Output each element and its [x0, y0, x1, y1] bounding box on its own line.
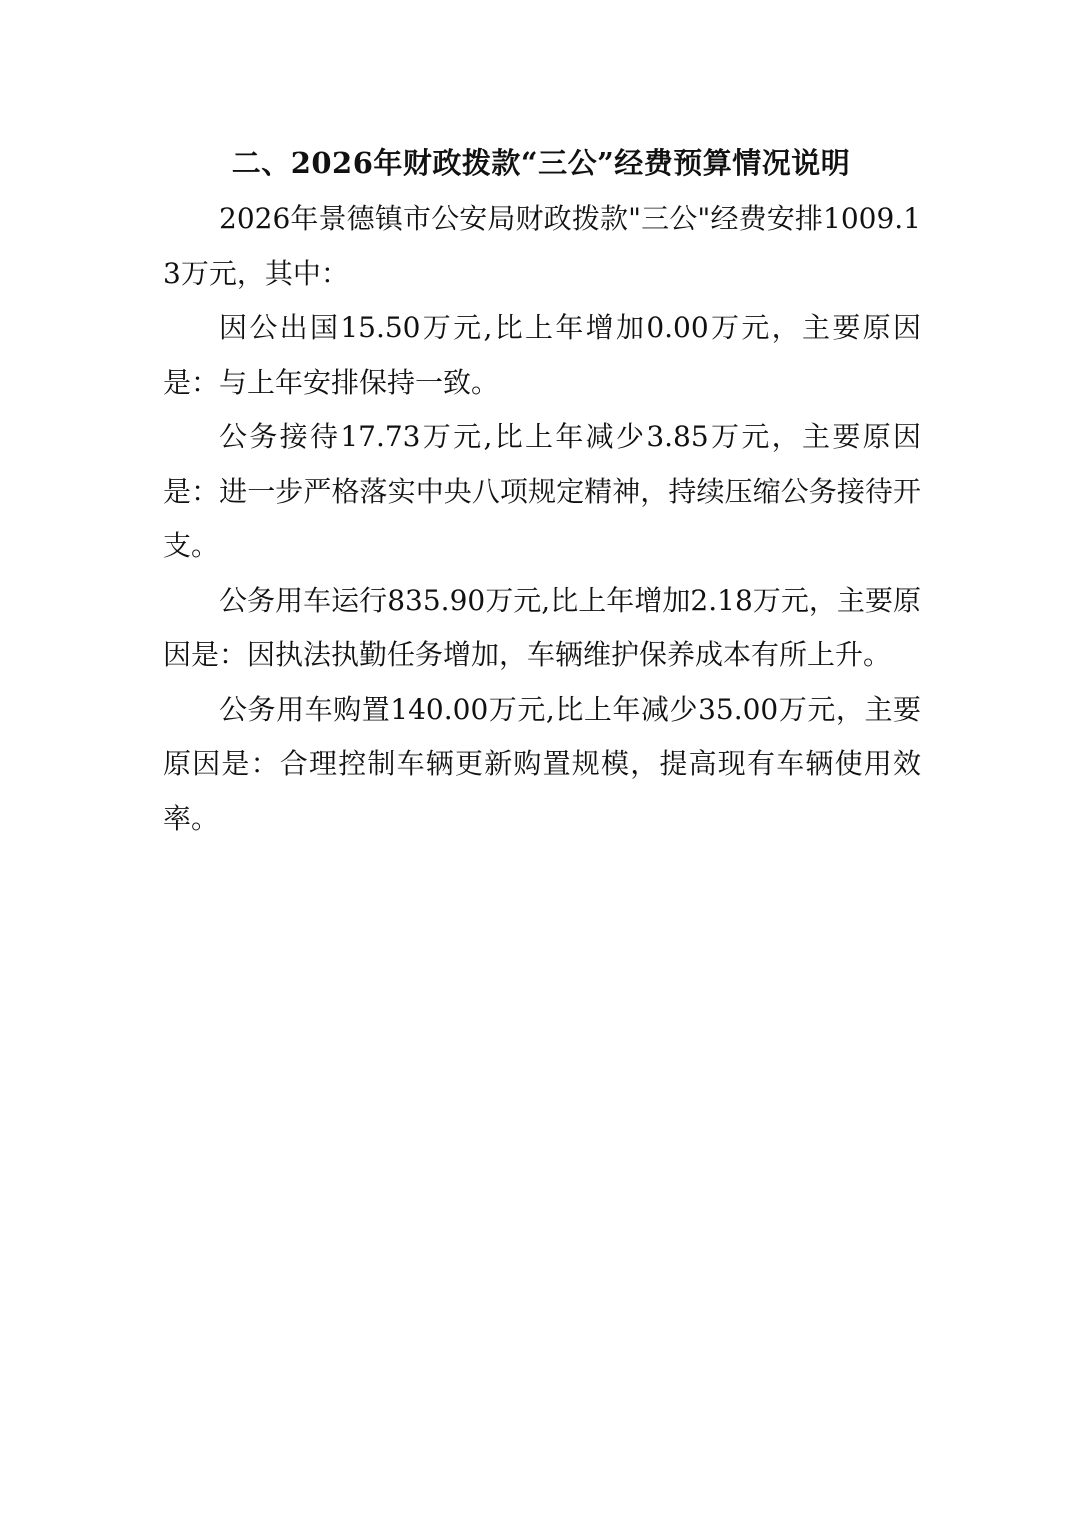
paragraph-official-reception: 公务接待17.73万元,比上年减少3.85万元，主要原因是：进一步严格落实中央八项规定精神，持续压缩公务接待开支。: [163, 420, 921, 562]
paragraph-total: 2026年景德镇市公安局财政拨款"三公"经费安排1009.13万元，其中：: [163, 202, 921, 290]
document-body: [163, 192, 921, 846]
paragraph-vehicle-operation: 公务用车运行835.90万元,比上年增加2.18万元，主要原因是：因执法执勤任务增加，车辆维护保养成本有所上升。: [163, 583, 921, 671]
document-title: 二、2026年财政拨款“三公”经费预算情况说明: [231, 146, 851, 180]
paragraph-overseas-travel: 因公出国15.50万元,比上年增加0.00万元，主要原因是：与上年安排保持一致。: [163, 311, 921, 399]
paragraph-vehicle-purchase: 公务用车购置140.00万元,比上年减少35.00万元，主要原因是：合理控制车辆更新购置规模，提高现有车辆使用效率。: [163, 692, 921, 835]
